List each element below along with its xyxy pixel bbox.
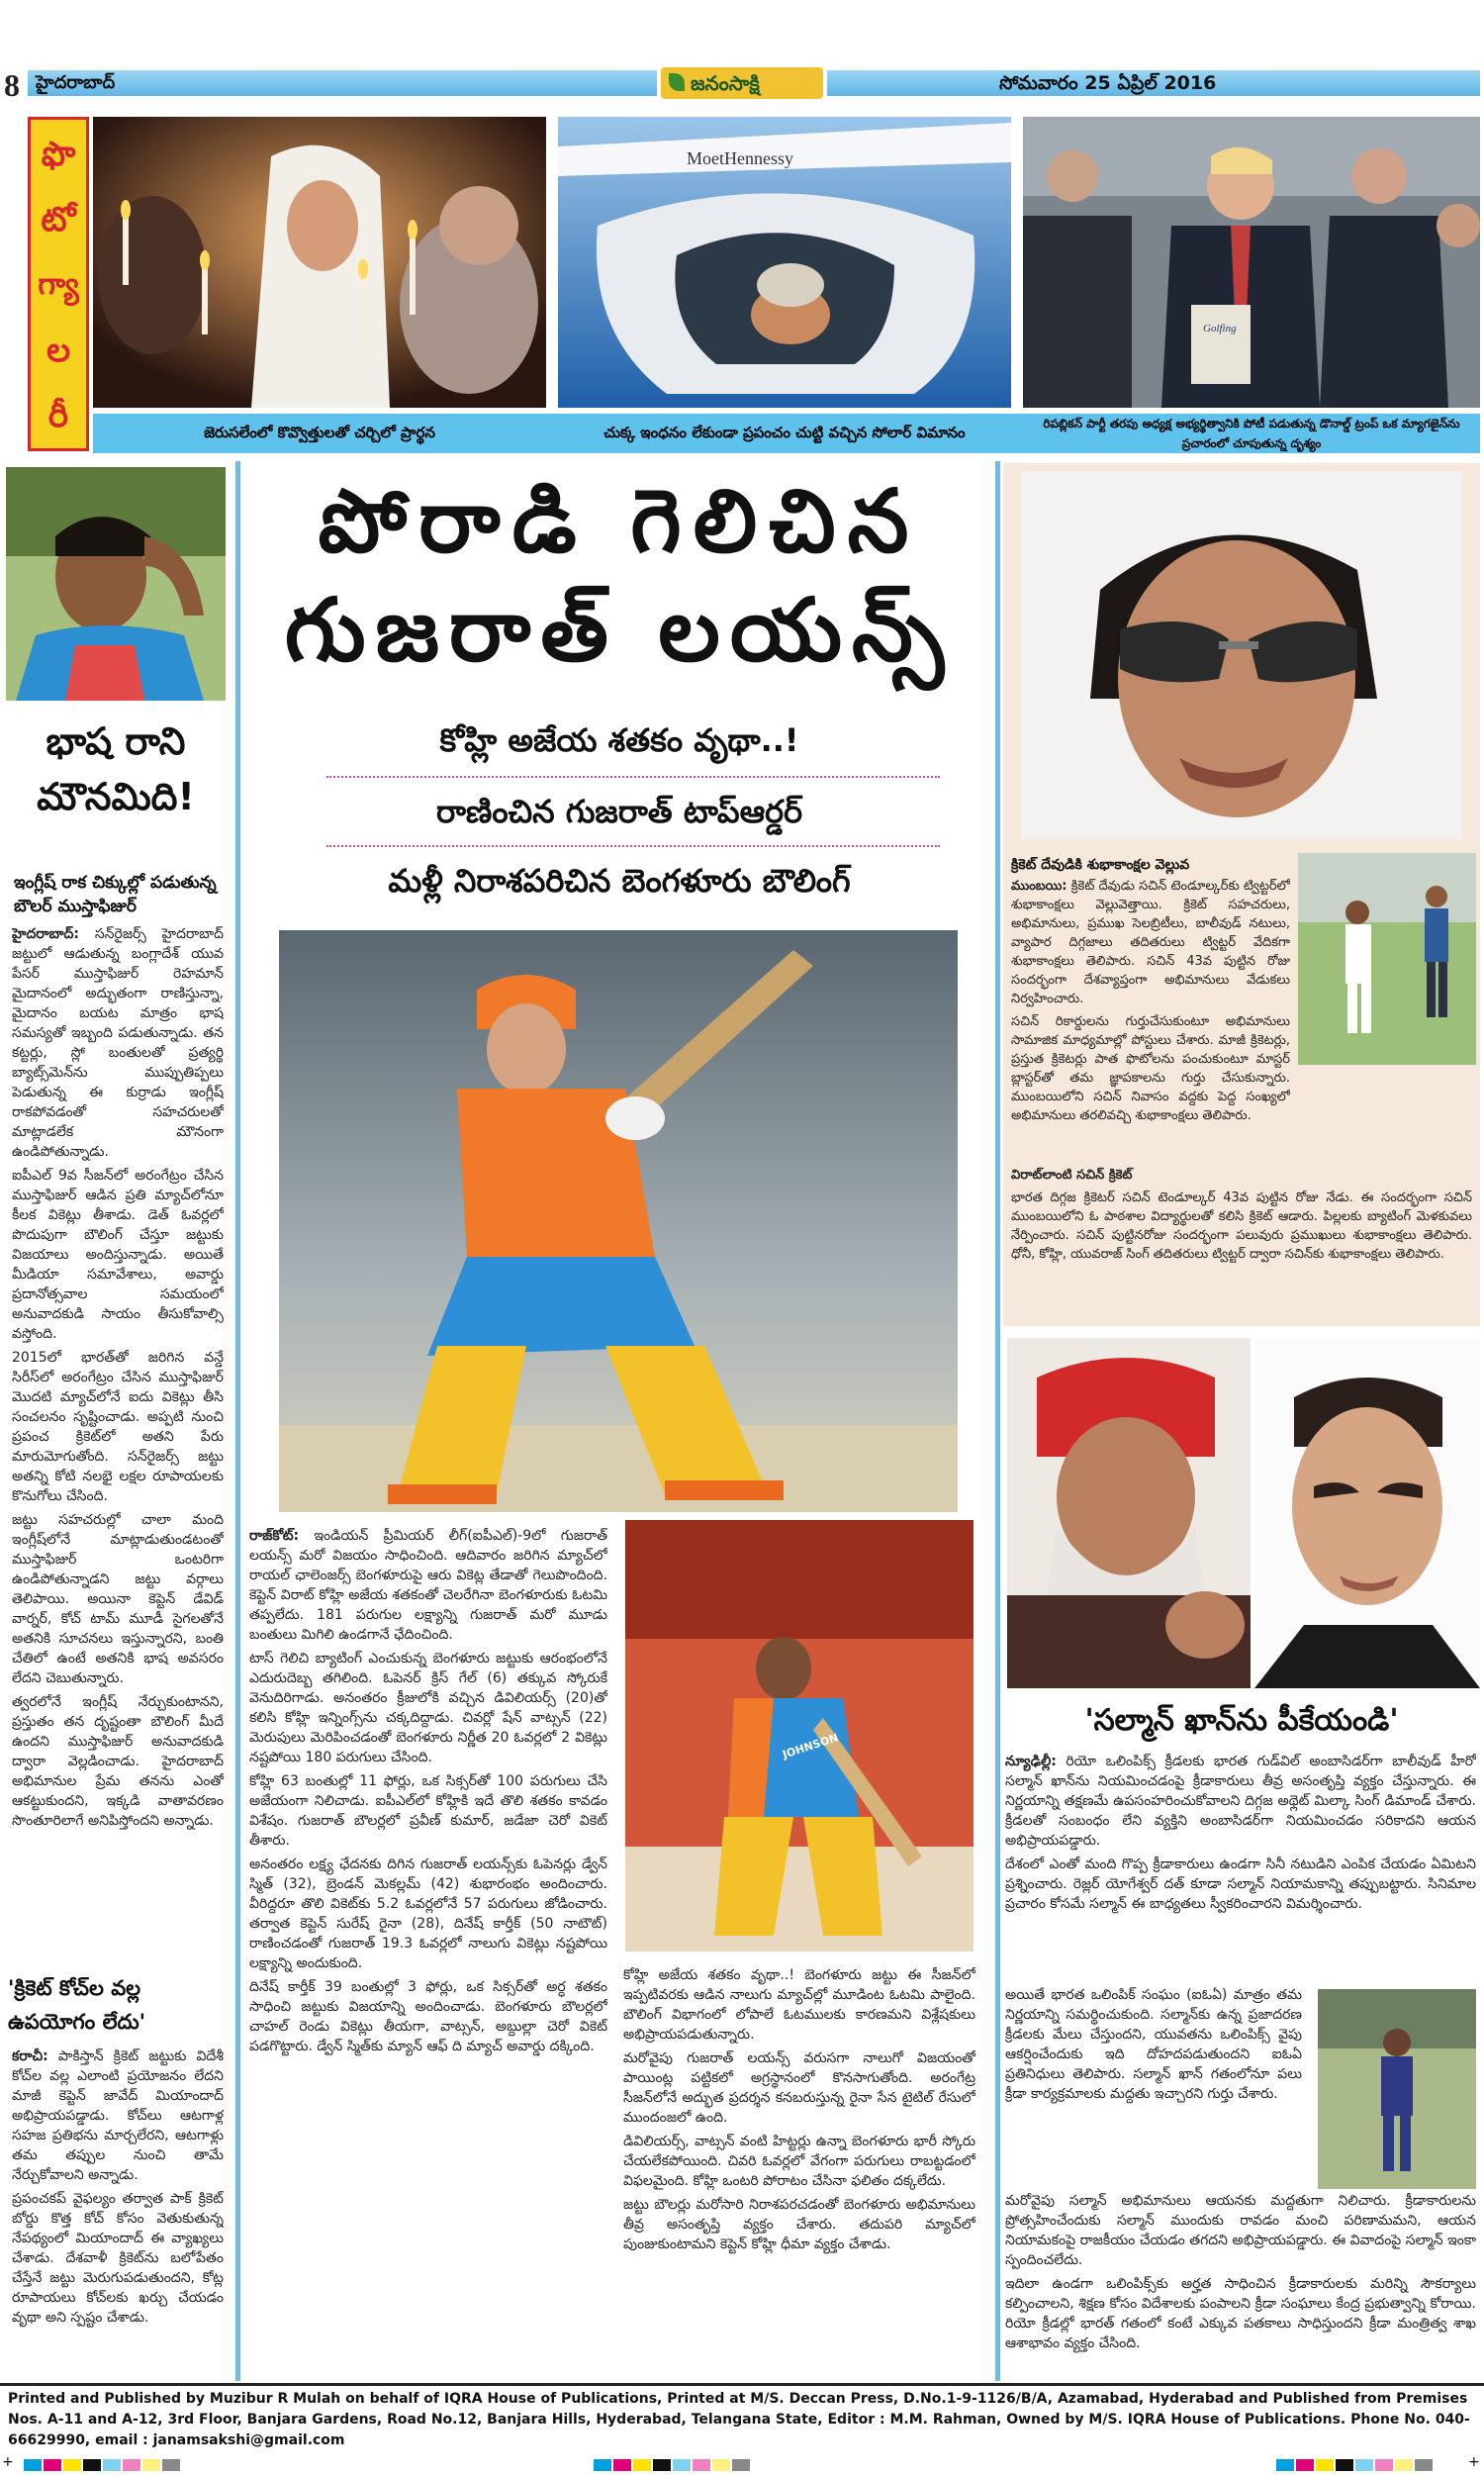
mustafizur-photo: [6, 467, 226, 701]
sachin-portrait-frame: [1021, 471, 1462, 839]
magazine-cover-text: Golfing: [1203, 323, 1237, 334]
sachin-sub-headline: విరాట్‌లాంటి సచిన్ క్రికెట్: [1011, 1168, 1133, 1183]
salman-article-body: [1005, 1752, 1476, 1977]
milkha-singh-photo: [1007, 1338, 1251, 1688]
gallery-label-char: టో: [41, 200, 76, 239]
deck-rule: [326, 776, 940, 778]
caption-jerusalem: జెరుసలేంలో కొవ్వొత్తులతో చర్చిలో ప్రార్థన: [204, 424, 435, 441]
sachin-image: [1021, 471, 1462, 839]
lead-headline: [251, 467, 987, 685]
lead-continued-paragraph: డివిలియర్స్, వాట్సన్ వంటి హిట్టర్లు ఉన్నా బెంగళూరు భారీ స్కోరు చేయలేకపోయింది. చివరి ఓవర్లలో వేగంగా పరుగులు రాబట్టడంలో విఫలమైంది. కోహ్లి ఒంటరి పోరాటం చేసినా ఫలితం దక్కలేదు.: [623, 2134, 975, 2189]
lead-continued-paragraph: కోహ్లి అజేయ శతకం వృథా..! బెంగళూరు జట్టు ఈ సీజన్‌లో ఇప్పటివరకు ఆడిన నాలుగు మ్యాచ్‌ల్లో మూడింట ఓటమి పాలైంది. బౌలింగ్ విభాగంలో లోపాలే ఓటములకు కారణమని విశ్లేషకులు అభిప్రాయపడుతున్నారు.: [623, 1967, 975, 2043]
left-headline2-line1: 'క్రికెట్ కోచ్‌ల వల్ల: [8, 1976, 141, 2000]
left-paragraph: జట్టు సహచరుల్లో చాలా మంది ఇంగ్లీష్‌లోనే మాట్లాడుతుండటంతో ముస్తాఫిజుర్ ఒంటరిగా ఉండిపోతున్నాడని జట్టు వర్గాలు తెలిపాయి. అయినా కెప్టెన్ డేవిడ్ వార్నర్, కోచ్ టామ్ మూడీ సైగలతోనే అతనికి సూచనలు ఇస్తున్నారని, బంతి చేతిలో ఉంటే అతనికి భాష అవసరం లేదని చెబుతున్నారు.: [12, 1512, 224, 1686]
left-paragraph: ఐపీఎల్ 9వ సీజన్‌లో అరంగేట్రం చేసిన ముస్తాఫిజుర్ ఆడిన ప్రతి మ్యాచ్‌లోనూ కీలక వికెట్లు తీశాడు. డెత్ ఓవర్లలో పొదుపుగా బౌలింగ్ చేస్తూ జట్టుకు విజయాలు అందిస్తున్నాడు. అయితే మీడియా సమావేశాలు, అవార్డు ప్రదానోత్సవాల సమయంలో అనువాదకుడి సాయం తీసుకోవాల్సి వస్తోంది.: [12, 1168, 224, 1342]
masthead-logo-text: జనంసాక్షి: [691, 71, 760, 95]
sachin-cricket-image: [1298, 853, 1476, 1065]
gallery-label: [28, 117, 89, 451]
lead-paragraph: దినేష్ కార్తీక్ 39 బంతుల్లో 3 ఫోర్లు, ఒక సిక్సర్‌తో అర్ధ శతకం సాధించి జట్టుకు విజయాన్ని అందించాడు. బెంగళూరు బౌలర్లలో చాహల్ రెండు వికెట్లు తీయగా, వాట్సన్, అబ్దుల్లా చెరో వికెట్ పడగొట్టారు. డ్వేన్ స్మిత్‌కు మ్యాన్ ఆఫ్ ది మ్యాచ్ అవార్డు దక్కింది.: [249, 1979, 607, 2054]
left-paragraph: సన్‌రైజర్స్ హైదరాబాద్ జట్టులో ఆడుతున్న బంగ్లాదేశ్ యువ పేసర్ ముస్తాఫిజుర్ రెహమాన్ మైదానంలో అద్భుతంగా రాణిస్తున్నా, మైదానం బయట మాత్రం భాష సమస్యతో ఇబ్బంది పడుతున్నాడు. తన కట్టర్లు, స్లో బంతులతో ప్రత్యర్థి బ్యాట్స్‌మెన్‌ను ముప్పుతిప్పలు పెడుతున్న ఈ కుర్రాడు ఇంగ్లీష్ రాకపోవడంతో సహచరులతో మాట్లాడలేక మౌనంగా ఉండిపోతున్నాడు.: [12, 926, 224, 1160]
plane-brand-text: MoetHennessy: [687, 148, 793, 168]
lead-deck-2: రాణించిన గుజరాత్ టాప్‌ఆర్డర్: [435, 793, 803, 830]
sachin-headline: క్రికెట్ దేవుడికి శుభాకాంక్షల వెల్లువ: [1011, 857, 1190, 873]
milkha-image: [1007, 1338, 1251, 1688]
athlete-running-photo: [1318, 1989, 1476, 2189]
sachin-children-photo: [1298, 853, 1476, 1065]
lead-dateline: రాజ్‌కోట్:: [249, 1528, 300, 1544]
jerusalem-church-photo: [93, 117, 546, 408]
left-paragraph2: పాకిస్తాన్ క్రికెట్ జట్టుకు విదేశీ కోచ్‌ల వల్ల ఎలాంటి ప్రయోజనం లేదని మాజీ కెప్టెన్ జావేద్ మియాందాద్ అభిప్రాయపడ్డాడు. కోచ్‌లు ఆటగాళ్ల సహజ ప్రతిభను మార్చలేరని, ఆటగాళ్లు తమ తప్పుల నుంచి తామే నేర్చుకోవాలని అన్నాడు.: [12, 2048, 224, 2183]
salman-paragraph: ఇదిలా ఉండగా ఒలింపిక్స్‌కు అర్హత సాధించిన క్రీడాకారులకు మరిన్ని సౌకర్యాలు కల్పించాలని, శిక్షణ కోసం విదేశాలకు పంపాలని క్రీడా సంఘాలు కేంద్ర ప్రభుత్వాన్ని కోరాయి. రియో క్రీడల్లో భారత్ గతంలో కంటే ఎక్కువ పతకాలు సాధిస్తుందని క్రీడా మంత్రిత్వ శాఖ ఆశాభావం వ్యక్తం చేసింది.: [1005, 2276, 1476, 2351]
sachin-paragraph: క్రికెట్ దేవుడు సచిన్ టెండూల్కర్‌కు ట్విట్టర్‌లో శుభాకాంక్షలు వెల్లువెత్తాయి. క్రికెట్ సహచరులు, అభిమానులు, ప్రముఖ సెలబ్రిటీలు, బాలీవుడ్ నటులు, వ్యాపార దిగ్గజాలు తదితరులు ట్విట్టర్ వేదికగా శుభాకాంక్షలు తెలిపారు. సచిన్ 43వ పుట్టిన రోజు సందర్భంగా దేశవ్యాప్తంగా అభిమానులు వేడుకలు నిర్వహించారు.: [1011, 879, 1290, 1006]
masthead-bar-left: [28, 70, 657, 96]
salman-dateline: న్యూఢిల్లీ:: [1005, 1754, 1057, 1769]
mccullum-image: [279, 930, 958, 1512]
photo-gallery: [28, 111, 1482, 457]
salman-paragraph: అయితే భారత ఒలింపిక్ సంఘం (ఐఓఏ) మాత్రం తమ నిర్ణయాన్ని సమర్థించుకుంది. సల్మాన్‌కు ఉన్న ప్రజాదరణ క్రీడలకు మేలు చేస్తుందని, యువతను ఒలింపిక్స్ వైపు ఆకర్షించేందుకు ఇది దోహదపడుతుందని ఐఓఏ ప్రతినిధులు తెలిపారు. సల్మాన్ ఖాన్ గతంలోనూ పలు క్రీడా కార్యక్రమాలకు మద్దతు ఇచ్చారని గుర్తు చేశారు.: [1005, 1987, 1302, 2102]
left-headline-line1: భాష రాని: [46, 719, 186, 763]
mccullum-batting-photo: [279, 930, 958, 1512]
gallery-label-char: ల: [46, 331, 71, 370]
column-rule-right: [995, 461, 1000, 2381]
left-paragraph: 2015లో భారత్‌తో జరిగిన వన్డే సిరీస్‌లో అరంగేట్రం చేసిన ముస్తాఫిజుర్ మొదటి మ్యాచ్‌లోనే ఐదు వికెట్లు తీసి సంచలనం సృష్టించాడు. అప్పటి నుంచి ప్రపంచ క్రికెట్‌లో అతని పేరు మారుమోగుతోంది. సన్‌రైజర్స్ జట్టు అతన్ని కోటి నలభై లక్షల రూపాయలకు కొనుగోలు చేసింది.: [12, 1350, 224, 1504]
left-dateline: హైదరాబాద్:: [12, 926, 79, 942]
lead-paragraph: ఇండియన్ ప్రీమియర్ లీగ్(ఐపీఎల్)-9లో గుజరాత్ లయన్స్ మరో విజయం సాధించింది. ఆదివారం జరిగిన మ్యాచ్‌లో రాయల్ ఛాలెంజర్స్ బెంగళూరుపై ఆరు వికెట్ల తేడాతో గెలుపొందింది. కెప్టెన్ విరాట్ కోహ్లి అజేయ శతకంతో చెలరేగినా బెంగళూరుకు ఓటమి తప్పలేదు. 181 పరుగుల లక్ష్యాన్ని గుజరాత్ మరో మూడు బంతులు మిగిలి ఉండగానే ఛేదించింది.: [249, 1528, 607, 1643]
lead-paragraph: అనంతరం లక్ష్య ఛేదనకు దిగిన గుజరాత్ లయన్స్‌కు ఓపెనర్లు డ్వేన్ స్మిత్ (32), బ్రెండన్ మెకల్లమ్ (42) శుభారంభం అందించారు. వీరిద్దరూ తొలి వికెట్‌కు 5.2 ఓవర్లలోనే 57 పరుగులు జోడించారు. తర్వాత కెప్టెన్ సురేష్ రైనా (28), దినేష్ కార్తీక్ (50 నాటౌట్) రాణించడంతో గుజరాత్ 19.3 ఓవర్లలో నాలుగు వికెట్లు నష్టపోయి లక్ష్యాన్ని అందుకుంది.: [249, 1856, 607, 1971]
candle-prayer-image: [93, 117, 546, 408]
sachin-article-wide: [1011, 1166, 1472, 1320]
lead-headline-line2: గుజరాత్ లయన్స్: [284, 579, 955, 681]
sachin-article-body-col: [1011, 877, 1290, 1160]
salman-image: [1254, 1338, 1480, 1688]
sachin-paragraph: సచిన్ రికార్డులను గుర్తుచేసుకుంటూ అభిమానులు సామాజిక మాధ్యమాల్లో పోస్టులు చేశారు. మాజీ క్రికెటర్లు, ప్రస్తుత క్రికెటర్లు పాత ఫొటోలను పంచుకుంటూ మాస్టర్ బ్లాస్టర్‌తో తమ జ్ఞాపకాలను గుర్తు చేసుకున్నారు. ముంబయిలోని సచిన్ నివాసం వద్దకు పెద్ద సంఖ్యలో అభిమానులు తరలివచ్చి శుభాకాంక్షలు తెలిపారు.: [1011, 1014, 1290, 1123]
logo-leaf-icon: [669, 73, 685, 91]
lead-article-body: [249, 1526, 607, 2369]
gallery-label-char: గ్యా: [38, 267, 79, 302]
athlete-image: [1318, 1989, 1476, 2189]
lead-paragraph: టాస్ గెలిచి బ్యాటింగ్ ఎంచుకున్న బెంగళూరు జట్టుకు ఆరంభంలోనే ఎదురుదెబ్బ తగిలింది. ఓపెనర్ క్రిస్ గేల్ (6) తక్కువ స్కోరుకే వెనుదిరిగాడు. అనంతరం క్రీజులోకి వచ్చిన డివిలియర్స్ (20)తో కలిసి కోహ్లి ఇన్నింగ్స్‌ను చక్కదిద్దాడు. చివర్లో షేన్ వాట్సన్ (22) మెరుపులు మెరిపించడంతో బెంగళూరు నిర్ణీత 20 ఓవర్లలో 2 వికెట్లు నష్టపోయి 180 పరుగులు చేసింది.: [249, 1651, 607, 1765]
sachin-dateline: ముంబయి:: [1011, 879, 1067, 894]
left-article-body: [12, 924, 224, 1953]
lead-headline-line1: పోరాడి గెలిచిన: [318, 470, 921, 572]
jersey-name-text: JOHNSON: [781, 1731, 840, 1761]
mustafizur-image: [6, 467, 226, 701]
lead-continued-paragraph: జట్టు బౌలర్లు మరోసారి నిరాశపరచడంతో బెంగళూరు అభిమానులు తీవ్ర అసంతృప్తి వ్యక్తం చేశారు. తదుపరి మ్యాచ్‌లో పుంజుకుంటామని కెప్టెన్ కోహ్లి ధీమా వ్యక్తం చేశాడు.: [623, 2197, 975, 2252]
left-intro: ఇంగ్లీష్ రాక చిక్కుల్లో పడుతున్న బౌలర్ ముస్తాఫిజుర్: [14, 873, 217, 916]
salman-paragraph: రియో ఒలింపిక్స్ క్రీడలకు భారత గుడ్‌విల్ అంబాసిడర్‌గా బాలీవుడ్ హీరో సల్మాన్ ఖాన్‌ను నియమించడంపై క్రీడాకారులు తీవ్ర అసంతృప్తి వ్యక్తం చేస్తున్నారు. ఈ నిర్ణయాన్ని తక్షణమే ఉపసంహరించుకోవాలని దిగ్గజ అథ్లెట్ మిల్కా సింగ్ డిమాండ్ చేశారు. క్రీడలతో సంబంధం లేని వ్యక్తిని అంబాసిడర్‌గా నియమించడం సరికాదని ఆయన అభిప్రాయపడ్డారు.: [1005, 1754, 1476, 1849]
masthead-date: సోమవారం 25 ఏప్రిల్ 2016: [999, 72, 1217, 94]
caption-trump: రిపబ్లికన్ పార్టీ తరపు అధ్యక్ష అభ్యర్థిత్వానికి పోటీ పడుతున్న డొనాల్డ్ ట్రంప్ ఒక మ్యాగజైన్‌ను ప్రచారంలో చూపుతున్న దృశ్యం: [1043, 417, 1460, 450]
lead-continued-paragraph: మరోవైపు గుజరాత్ లయన్స్ వరుసగా నాలుగో విజయంతో పాయింట్ల పట్టికలో అగ్రస్థానంలో కొనసాగుతోంది. అరంగేట్ర సీజన్‌లోనే అద్భుత ప్రదర్శన కనబరుస్తున్న రైనా సేన టైటిల్ రేసులో ముందంజలో ఉంది.: [623, 2050, 975, 2126]
trump-crowd-image: [1023, 117, 1480, 408]
column-rule-left: [235, 461, 240, 2381]
sachin-paragraph2: భారత దిగ్గజ క్రికెటర్ సచిన్ టెండూల్కర్ 43వ పుట్టిన రోజు నేడు. ఈ సందర్భంగా సచిన్ ముంబయిలోని ఓ పాఠశాల విద్యార్థులతో కలిసి క్రికెట్ ఆడారు. పిల్లలకు బ్యాటింగ్ మెళకువలు నేర్పించారు. సచిన్ పుట్టినరోజు సందర్భంగా పలువురు ప్రముఖులు శుభాకాంక్షలు తెలిపారు. ధోనీ, కోహ్లి, యువరాజ్ సింగ్ తదితరులు ట్విట్టర్ ద్వారా సచిన్‌కు శుభాకాంక్షలు తెలిపారు.: [1011, 1190, 1472, 1262]
left-headline2: [8, 1971, 226, 2039]
lead-paragraph: కోహ్లి 63 బంతుల్లో 11 ఫోర్లు, ఒక సిక్సర్‌తో 100 పరుగులు చేసి అజేయంగా నిలిచాడు. ఐపీఎల్‌లో కోహ్లికి ఇదే తొలి శతకం కావడం విశేషం. గుజరాత్ బౌలర్లలో ప్రవీణ్ కుమార్, జడేజా చెరో వికెట్ తీశారు.: [249, 1773, 607, 1849]
registration-mark: +: [1468, 2454, 1480, 2470]
karthik-batting-photo-frame: [625, 1520, 974, 1951]
salman-article-col: [1005, 1985, 1302, 2179]
color-bar-right: [1276, 2456, 1435, 2475]
left-paragraph2: ప్రపంచకప్ వైఫల్యం తర్వాత పాక్ క్రికెట్ బోర్డు కొత్త కోచ్ కోసం వెతుకుతున్న నేపథ్యంలో మియాందాద్ ఈ వ్యాఖ్యలు చేశాడు. దేశవాళీ క్రికెట్‌ను బలోపేతం చేస్తేనే జట్టు మెరుగుపడుతుందని, కోట్ల రూపాయలు కోచ్‌లకు ఖర్చు చేయడం వృథా అని స్పష్టం చేశాడు.: [12, 2191, 224, 2326]
caption-solar-plane: చుక్క ఇంధనం లేకుండా ప్రపంచం చుట్టి వచ్చిన సోలార్ విమానం: [603, 424, 966, 441]
salman-headline: 'సల్మాన్ ఖాన్‌ను పీకేయండి': [1084, 1703, 1399, 1738]
left-headline: [6, 714, 226, 825]
salman-paragraph: దేశంలో ఎంతో మంది గొప్ప క్రీడాకారులు ఉండగా సినీ నటుడిని ఎంపిక చేయడం ఏమిటని ప్రశ్నించారు. రెజ్లర్ యోగేశ్వర్ దత్ కూడా సల్మాన్ నియామకాన్ని తప్పుబట్టారు. సినిమాల ప్రచారం కోసమే సల్మాన్ ఈ బాధ్యతలు స్వీకరించారని విమర్శించారు.: [1005, 1856, 1476, 1912]
color-bar-left: [24, 2456, 182, 2475]
left-article2-body: [12, 2047, 224, 2373]
trump-campaign-photo: [1023, 117, 1480, 408]
gallery-label-char: రీ: [47, 396, 69, 435]
salman-paragraph: మరోవైపు సల్మాన్ అభిమానులు ఆయనకు మద్దతుగా నిలిచారు. క్రీడాకారులను ప్రోత్సహించేందుకు సల్మాన్ ముందుకు రావడం మంచి పరిణామమని, ఆయన నియామకంపై రాజకీయం చేయడం తగదని అభిప్రాయపడ్డారు. ఈ వివాదంపై సల్మాన్ ఇంకా స్పందించలేదు.: [1005, 2193, 1476, 2268]
left-headline-line2: మౌనమిది!: [37, 775, 195, 818]
lead-deck-3: మళ్లీ నిరాశపరిచిన బెంగళూరు బౌలింగ్: [388, 862, 851, 900]
footer-rule: [0, 2383, 1484, 2386]
masthead-logo: [661, 67, 823, 99]
masthead-city: హైదరాబాద్: [36, 72, 116, 93]
solar-plane-photo: [558, 117, 1011, 408]
lead-deck-1: కోహ్లి అజేయ శతకం వృథా..!: [439, 721, 799, 759]
left-headline2-line2: ఉపయోగం లేదు': [8, 2010, 146, 2034]
gallery-label-char: ఫొ: [41, 135, 76, 174]
lead-article-continued: [623, 1965, 975, 2371]
karthik-image: [625, 1520, 974, 1951]
salman-khan-photo: [1254, 1338, 1480, 1688]
deck-rule: [326, 845, 940, 847]
left-paragraph: త్వరలోనే ఇంగ్లీష్ నేర్చుకుంటానని, ప్రస్తుతం తన దృష్టంతా బౌలింగ్ మీదే ఉందని ముస్తాఫిజుర్ అనువాదకుడి ద్వారా వెల్లడించాడు. హైదరాబాద్ అభిమానుల ప్రేమ తనను ఎంతో ఆకట్టుకుందని, ఇక్కడి వాతావరణం సొంతూరిలాగే అనిపిస్తోందని అన్నాడు.: [12, 1694, 224, 1829]
masthead: [0, 67, 1484, 103]
footer-imprint: Printed and Published by Muzibur R Mulah on behalf of IQRA House of Publications, Printed at M/S. Deccan Press, D.No.1-9-1126/B/A, Azamabad, Hyderabad and Published from Premises Nos. A-11 and A-12, 3rd Floor, Banjara Gardens, Road No.12, Banjara Hills, Hyderabad, Telangana State, Editor : M.M. Rahman, Owned by M/S. IQRA House of Publications. Phone No. 040-66629990, email : janamsakshi@gmail.com: [8, 2391, 1470, 2448]
salman-article-tail: [1005, 2191, 1476, 2369]
page-number: 8: [4, 67, 20, 103]
color-bar-center: [594, 2456, 752, 2475]
registration-strip: [0, 2454, 1484, 2470]
registration-mark: +: [2, 2454, 14, 2470]
left-dateline2: కరాచీ:: [12, 2048, 48, 2064]
